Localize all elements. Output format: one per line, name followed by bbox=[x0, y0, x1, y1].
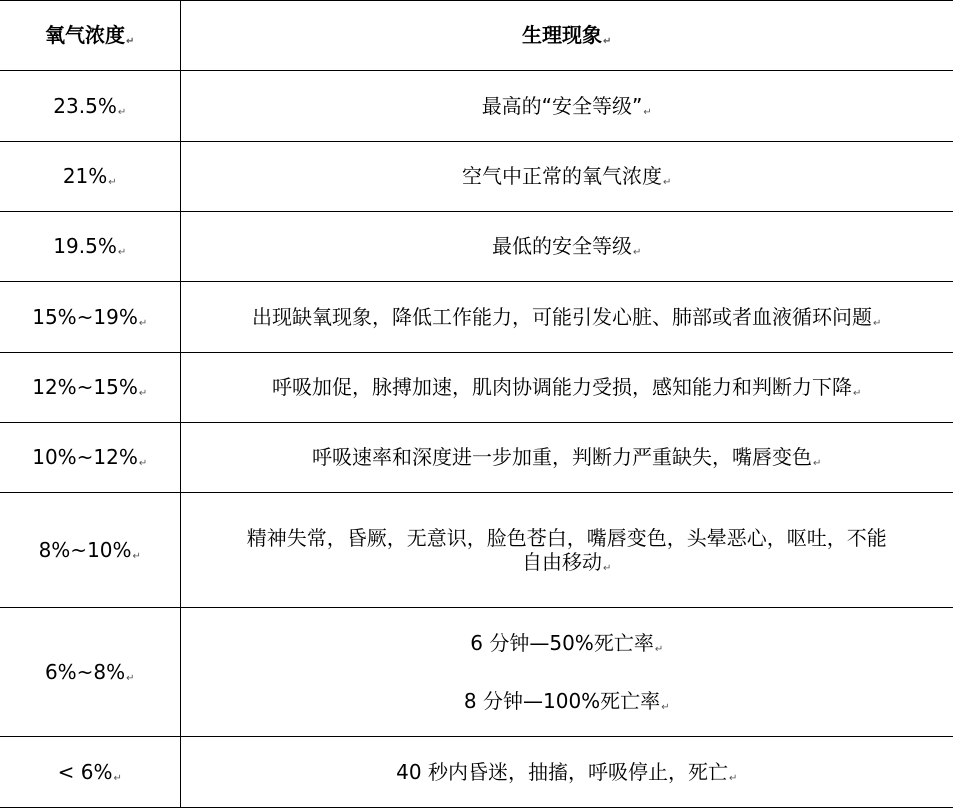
table-row bbox=[0, 423, 953, 493]
paragraph-mark-icon: ↵ bbox=[663, 177, 671, 188]
effect-cell: 呼吸速率和深度进一步加重，判断力严重缺失，嘴唇变色↵ bbox=[180, 423, 953, 493]
concentration-cell: 6%~8%↵ bbox=[0, 608, 180, 737]
paragraph-mark-icon: ↵ bbox=[655, 644, 663, 655]
effect-cell: 最低的安全等级↵ bbox=[180, 212, 953, 282]
effect-line: 精神失常，昏厥，无意识，脸色苍白，嘴唇变色，头晕恶心，呕吐，不能 bbox=[181, 526, 953, 550]
paragraph-mark-icon: ↵ bbox=[126, 673, 134, 684]
effect-cell bbox=[180, 608, 953, 737]
paragraph-mark-icon: ↵ bbox=[118, 247, 126, 258]
concentration-cell: 23.5%↵ bbox=[0, 71, 180, 142]
paragraph-mark-icon: ↵ bbox=[126, 36, 134, 47]
effect-line: 6 分钟—50%死亡率↵ bbox=[181, 614, 953, 672]
paragraph-mark-icon: ↵ bbox=[113, 773, 121, 784]
paragraph-mark-icon: ↵ bbox=[603, 563, 611, 574]
paragraph-mark-icon: ↵ bbox=[633, 247, 641, 258]
paragraph-mark-icon: ↵ bbox=[108, 177, 116, 188]
concentration-cell: 21%↵ bbox=[0, 142, 180, 212]
effect-line: 8 分钟—100%死亡率↵ bbox=[181, 672, 953, 730]
table-row bbox=[0, 353, 953, 423]
paragraph-mark-icon: ↵ bbox=[873, 318, 881, 329]
effect-cell: 40 秒内昏迷，抽搐，呼吸停止，死亡↵ bbox=[180, 737, 953, 808]
paragraph-mark-icon: ↵ bbox=[729, 773, 737, 784]
concentration-cell: < 6%↵ bbox=[0, 737, 180, 808]
table-row bbox=[0, 282, 953, 353]
paragraph-mark-icon: ↵ bbox=[643, 107, 651, 118]
concentration-cell: 15%~19%↵ bbox=[0, 282, 180, 353]
effect-cell: 最高的“安全等级”↵ bbox=[180, 71, 953, 142]
effect-cell: 空气中正常的氧气浓度↵ bbox=[180, 142, 953, 212]
paragraph-mark-icon: ↵ bbox=[139, 388, 147, 399]
table-row bbox=[0, 737, 953, 808]
table-header-row bbox=[0, 1, 953, 71]
table-row bbox=[0, 212, 953, 282]
paragraph-mark-icon: ↵ bbox=[118, 107, 126, 118]
paragraph-mark-icon: ↵ bbox=[139, 458, 147, 469]
paragraph-mark-icon: ↵ bbox=[133, 551, 141, 562]
effect-cell: 出现缺氧现象，降低工作能力，可能引发心脏、肺部或者血液循环问题↵ bbox=[180, 282, 953, 353]
paragraph-mark-icon: ↵ bbox=[813, 458, 821, 469]
effect-cell: 呼吸加促，脉搏加速，肌肉协调能力受损，感知能力和判断力下降↵ bbox=[180, 353, 953, 423]
concentration-cell: 10%~12%↵ bbox=[0, 423, 180, 493]
concentration-cell: 19.5%↵ bbox=[0, 212, 180, 282]
table-row bbox=[0, 142, 953, 212]
header-physiological-phenomenon: 生理现象↵ bbox=[180, 1, 953, 71]
concentration-cell: 8%~10%↵ bbox=[0, 493, 180, 608]
paragraph-mark-icon: ↵ bbox=[139, 318, 147, 329]
concentration-cell: 12%~15%↵ bbox=[0, 353, 180, 423]
effect-line: 自由移动↵ bbox=[181, 550, 953, 575]
table-row bbox=[0, 493, 953, 608]
table-row bbox=[0, 71, 953, 142]
paragraph-mark-icon: ↵ bbox=[661, 702, 669, 713]
table-row bbox=[0, 608, 953, 737]
header-oxygen-concentration: 氧气浓度↵ bbox=[0, 1, 180, 71]
effect-cell bbox=[180, 493, 953, 608]
paragraph-mark-icon: ↵ bbox=[853, 388, 861, 399]
paragraph-mark-icon: ↵ bbox=[603, 36, 611, 47]
